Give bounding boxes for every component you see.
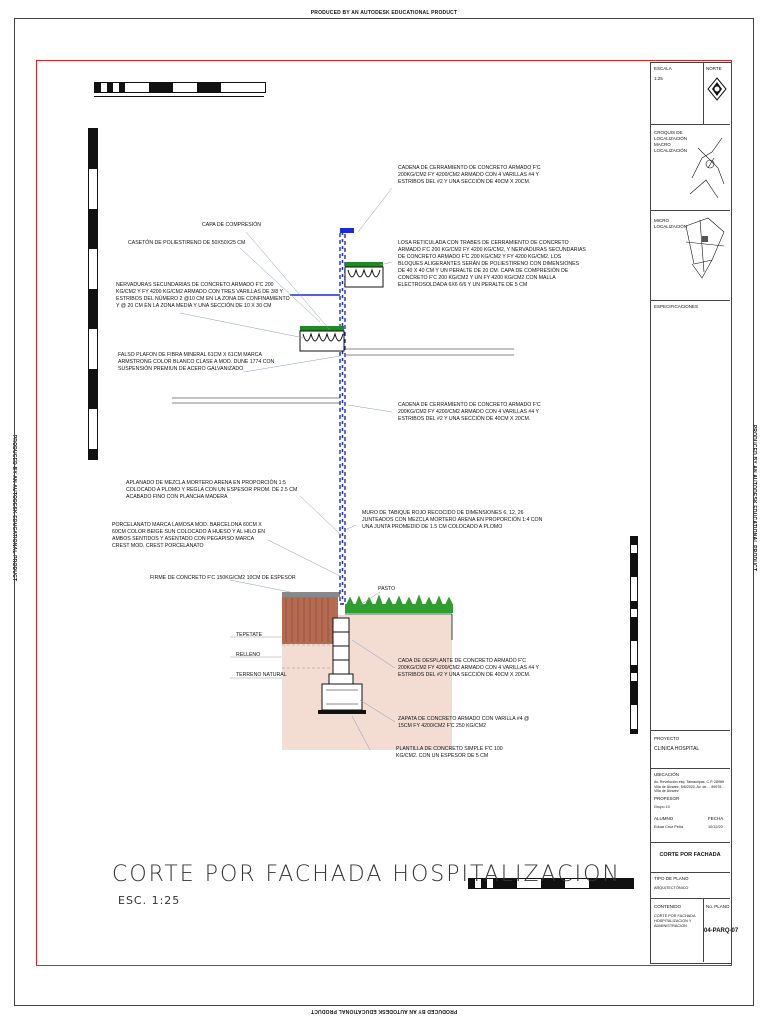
tb-contenido-value: CORTE POR FACHADA HOSPITALIZACION Y ADMINISTRACION (654, 914, 696, 928)
note-porcelanato: PORCELANATO MARCA LAMOSA MOD. BARCELONA 60CM X 60CM COLOR BEIGE SUN COLOCADO A HUESO Y AL HILO EN AMBOS SENTIDOS Y ASENTADO CON PEGAPISO MARCA CREST MOD. CREST PORCELANATO (112, 522, 265, 549)
tb-plano-title: CORTE POR FACHADA (659, 852, 721, 858)
title-block-divider-4 (650, 730, 730, 731)
upper-slab (345, 262, 383, 287)
tb-tipo-label: TIPO DE PLANO (654, 876, 689, 881)
title-block-divider-1 (650, 124, 730, 125)
tb-proyecto-label: PROYECTO (654, 736, 680, 741)
tb-clave-label: No. PLANO (706, 904, 730, 909)
watermark-left: PRODUCED BY AN AUTODESK EDUCATIONAL PRODUCT (11, 434, 17, 582)
note-zapata: ZAPATA DE CONCRETO ARMADO CON VARILLA #4 @ 15CM FY 4200/CM2 F'C 250 KG/CM2 (398, 716, 530, 729)
note-pasto: PASTO (378, 586, 396, 592)
watermark-top: PRODUCED BY AN AUTODESK EDUCATIONAL PRODUCT (310, 10, 458, 16)
tb-alumno-label: ALUMNO (654, 816, 674, 821)
title-block-divider-5 (650, 768, 730, 769)
title-block-vdivider (703, 62, 704, 124)
lower-slab (300, 326, 344, 351)
north-arrow-icon (706, 76, 728, 102)
drawing-title: CORTE POR FACHADA HOSPITALIZACION (112, 862, 621, 887)
note-aplanado: APLANADO DE MEZCLA MORTERO ARENA EN PROPORCIÓN 1:5 COLOCADO A PLOMO Y REGLA CON UN ESPESOR PROM. DE 2.5 CM ACABADO FINO CON PLANCHA MADERA (126, 480, 298, 500)
watermark-bottom: PRODUCED BY AN AUTODESK EDUCATIONAL PRODUCT (310, 1008, 458, 1014)
note-cadena-mid: CADENA DE CERRAMIENTO DE CONCRETO ARMADO F'C 200KG/CM2 FY 4200/CM2 ARMADO CON 4 VARILLAS #4 Y ESTRIBOS DEL #2 Y UNA SECCIÓN DE 40CM X 20CM. (398, 402, 541, 422)
tb-norte-label: NORTE (706, 66, 722, 71)
tb-proyecto-value: CLINICA HOSPITAL (654, 746, 700, 752)
firme (282, 592, 340, 597)
title-block-divider-7 (650, 872, 730, 873)
tb-fecha-label: FECHA (708, 816, 724, 821)
note-firme: FIRME DE CONCRETO F'C 150KG/CM2 10CM DE ESPESOR (150, 575, 296, 581)
title-block-divider-6 (650, 842, 730, 843)
tb-tipo-value: ARQUITECTÓNICO (654, 886, 689, 890)
note-plantilla: PLANTILLA DE CONCRETO SIMPLE F'C 100 KG/CM2. CON UN ESPESOR DE 5 CM (396, 746, 503, 759)
tb-alumno-value: Eduar Cruz Peña (654, 825, 684, 829)
note-terreno: TERRENO NATURAL (236, 672, 287, 678)
tb-croquis-label: CROQUIS DE LOCALIZACIÓN (654, 130, 688, 141)
note-cadena-desplante: CADA DE DESPLANTE DE CONCRETO ARMADO F'C 200KG/CM2 FY 4200/CM2 ARMADO CON 4 VARILLAS #4 Y ESTRIBOS DEL #2 Y UNA SECCIÓN DE 40CM X 20CM. (398, 658, 539, 678)
title-block-divider-8 (650, 898, 730, 899)
tb-ubicacion-label: UBICACIÓN (654, 772, 680, 777)
note-relleno: RELLENO (236, 652, 261, 658)
tb-macro-label: MACRO LOCALIZACIÓN (654, 142, 688, 153)
note-cadena-top: CADENA DE CERRAMIENTO DE CONCRETO ARMADO F'C 200KG/CM2 FY 4200/CM2 ARMADO CON 4 VARILLAS #4 Y ESTRIBOS DEL #2 Y UNA SECCIÓN DE 40CM X 20CM. (398, 165, 541, 185)
title-block-divider-2 (650, 210, 730, 211)
brick-wall (340, 232, 345, 604)
tb-micro-label: MICRO LOCALIZACIÓN (654, 218, 688, 229)
tb-clave-value: 04-PARQ-07 (704, 928, 739, 934)
note-tepetate: TEPETATE (236, 632, 263, 638)
tb-contenido-label: CONTENIDO (654, 904, 681, 909)
note-nervaduras: NERVADURAS SECUNDARIAS DE CONCRETO ARMADO F'C 200 KG/CM2 Y FY 4200 KG/CM2 ARMADO CON TRES VARILLAS DE 3/8 Y ESTRIBOS DEL NÚMERO 2 @10 CM EN LA ZONA DE CONFINAMIENTO Y @ 20 CM EN LA ZONA MEDIA Y UNA SECCIÓN DE 10 X 30 CM (116, 282, 290, 309)
scale-bar-right (630, 536, 638, 734)
tb-fecha-value: 10/12/20 (708, 825, 723, 829)
note-caseton: CASETÓN DE POLIESTIRENO DE 50X50X25 CM (128, 240, 246, 246)
tb-profesor-value: Grupo 10 (654, 805, 670, 809)
note-falso-plafon: FALSO PLAFON DE FIBRA MINERAL 61CM X 61CM MARCA ARMSTRONG COLOR BLANCO CLASE A MOD. DUNE 1774 CON SUSPENSIÓN PREMIUN DE ACERO GALVANIZADO (118, 352, 275, 372)
drawing-scale: ESC. 1:25 (118, 894, 181, 907)
note-capa-compresion: CAPA DE COMPRESIÓN (202, 222, 261, 228)
tb-escala-value: 1:25 (654, 76, 663, 81)
watermark-right: PRODUCED BY AN AUTODESK EDUCATIONAL PRODUCT (751, 424, 757, 572)
macro-location-map (688, 128, 728, 208)
note-muro: MURO DE TABIQUE ROJO RECOCIDO DE DIMENSIONES 6, 12, 26 JUNTEADOS CON MEZCLA MORTERO ARENA EN PROPORCIÓN 1:4 CON UNA JUNTA PROMEDIO DE 1.5 CM COLOCADO A PLOMO (362, 510, 543, 530)
tb-escala-label: ESCALA (654, 66, 672, 71)
tb-profesor-label: PROFESOR (654, 796, 680, 801)
tb-ubicacion-value: Av. Revolución esq. Tamaulipas, C.P. 28989 Villa de Álvarez, 5/6/2020, Av. de ... 89978 ... Villa de Álvarez (654, 780, 726, 793)
note-losa: LOSA RETICULADA CON TRABES DE CERRAMIENTO DE CONCRETO ARMADO F'C 200 KG/CM2 FY 4200 KG/CM2, Y NERVADURAS SECUNDARIAS DE CONCRETO ARMADO F'C 200 KG/CM2 Y FY 4200 KG/CM2. LOS BLOQUES ALIGERANTES SERÁN DE POLIESTIRENO CON DIMENSIONES DE 40 X 40 CM Y UN PERALTE DE 20 CM. CAPA DE COMPRESIÓN DE CONCRETO F'C 200 KG/CM2 Y UN FY 4200 KG/CM2 CON MALLA ELECTROSOLDADA 6X6 6/6 Y UN PERALTE DE 5 CM (398, 240, 586, 288)
title-block-divider-3 (650, 300, 730, 301)
micro-location-map (682, 212, 728, 296)
tb-especif-label: ESPECIFICACIONES (654, 304, 699, 309)
